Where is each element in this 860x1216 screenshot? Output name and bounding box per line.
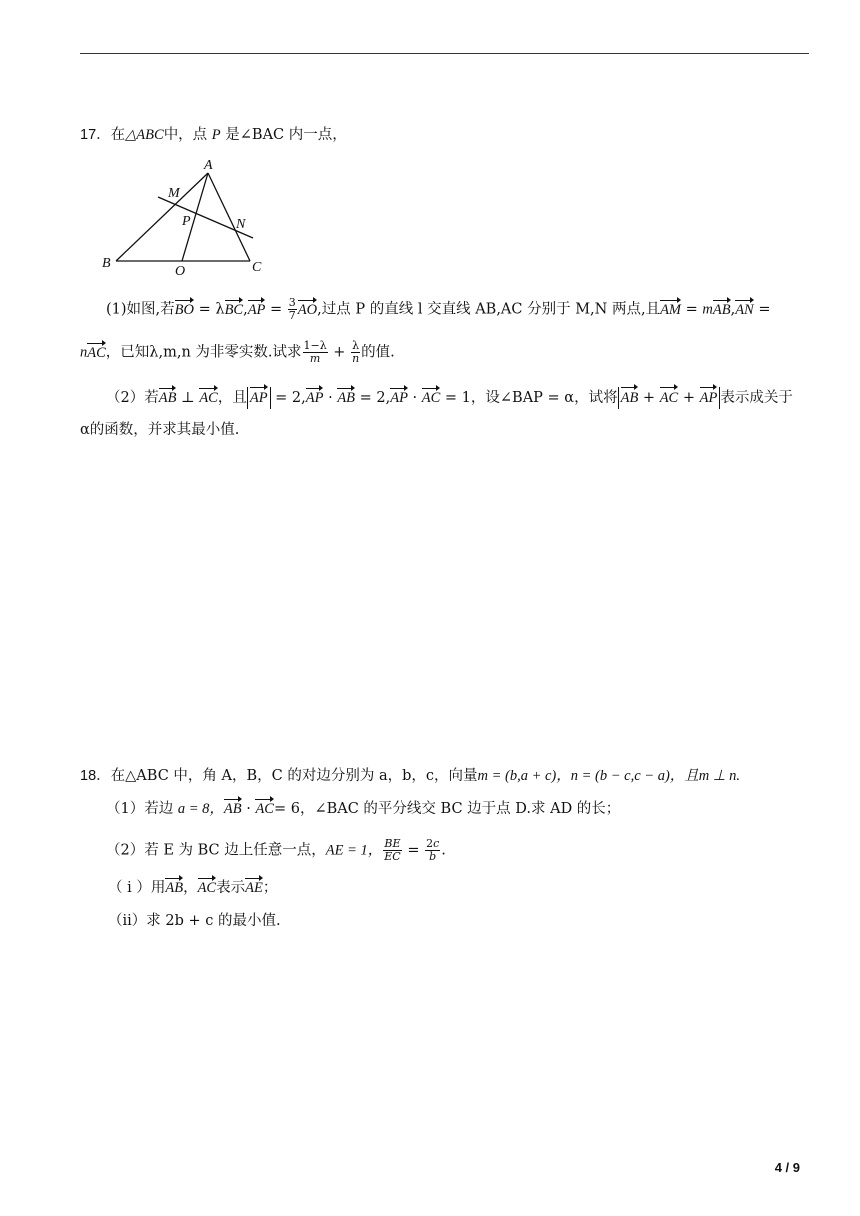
q18-number: 18．	[80, 768, 111, 784]
q18-part2-ii: （ii）求 2b + c 的最小值.	[108, 913, 281, 929]
q17-stem: 17．在△ABC中，点 P 是∠BAC 内一点，	[80, 127, 347, 143]
label-P: P	[182, 214, 191, 229]
q17-part1-line1: (1)如图,若BO = λBC,AP = $\frac{3}{7}$ AO,过点 P 的直线 l 交直线 AB,AC 分别于 M,N 两点,且AM = mAB,AN =	[106, 296, 771, 322]
label-M: M	[168, 186, 180, 201]
q18-part1: （1）若边 a = 8，AB · AC= 6，∠BAC 的平分线交 BC 边于点 D.求 AD 的长；	[106, 801, 621, 817]
label-N: N	[236, 217, 246, 232]
q17-part1-line2: nAC，已知λ,m,n 为非零实数.试求 $\frac{1-\lambda}{m}$ + $\frac{\lambda}{n}$ 的值.	[80, 339, 395, 365]
q18-stem: 18．在△ABC 中，角 A，B，C 的对边分别为 a，b，c，向量m = (b,a + c)，n = (b − c,c − a)，且m ⊥ n.	[80, 768, 741, 784]
label-C: C	[252, 260, 262, 275]
q18-part2-i: （ i ）用AB，AC表示AE；	[108, 880, 278, 896]
label-B: B	[102, 256, 111, 271]
q17-part2-line1: （2）若AB ⊥ AC，且 AP = 2,AP · AB = 2,AP · AC = 1，设∠BAP = α，试将 AB + AC + AP 表示成关于	[106, 387, 793, 409]
page-number: 4 / 9	[774, 1160, 800, 1175]
q17-number: 17．	[80, 127, 111, 143]
triangle-figure	[98, 155, 268, 280]
header-rule	[80, 53, 809, 54]
q18-part2: （2）若 E 为 BC 边上任意一点，AE = 1， $\frac{BE}{EC}$ = $\frac{2c}{b}$ .	[106, 837, 446, 863]
label-A: A	[204, 158, 213, 173]
label-O: O	[175, 264, 186, 279]
q17-part2-line2: α的函数，并求其最小值.	[80, 422, 240, 438]
